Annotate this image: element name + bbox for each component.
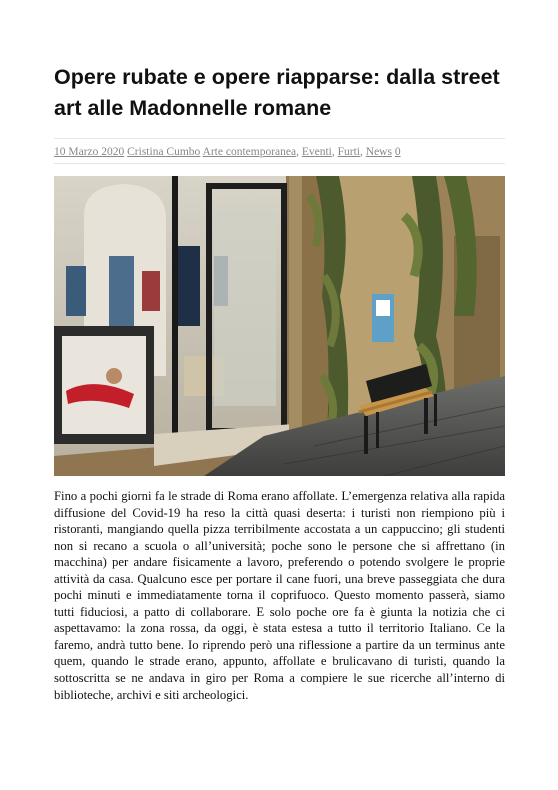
- gallery-storefront-illustration: [54, 176, 505, 476]
- featured-image: [54, 176, 505, 476]
- category-link[interactable]: Furti: [337, 146, 361, 158]
- article-meta: 10 Marzo 2020 Cristina Cumbo Arte contemporanea, Eventi, Furti, News 0: [54, 146, 401, 158]
- post-date-link[interactable]: 10 Marzo 2020: [54, 146, 125, 158]
- divider: [54, 138, 505, 139]
- article-body: Fino a pochi giorni fa le strade di Roma erano affollate. L’emergenza relativa alla rapida diffusione del Covid-19 ha reso la città quasi deserta: i turisti non riempiono più i ristoranti, mangiando quella pizza terribilmente accostata a un cappuccino; gli studenti non si recano a scuola o all’università; poche sono le persone che si affrettano (in macchina) per andare fisicamente a lavoro, preferendo o potendo svolgere le proprie attività da casa. Qualcuno esce per portare il cane fuori, una breve passeggiata che dura pochi minuti e immediatamente torna il coprifuoco. Questo momento passerà, siamo tutti fiduciosi, a patto di collaborare. E solo poche ore fa è giunta la notizia che ci aspettavamo: la zona rossa, da oggi, è stata estesa a tutto il territorio Italiano. Ce la faremo, andrà tutto bene. Io riprendo però una riflessione a partire da un terminus ante quem, quando le strade erano, appunto, affollate e brulicavano di turisti, quando la sottoscritta se ne andava in giro per Roma a compiere le sue ricerche all’interno di biblioteche, archivi e siti archeologici.: [54, 489, 505, 702]
- comments-count-link[interactable]: 0: [394, 146, 401, 158]
- category-link[interactable]: Arte contemporanea: [202, 146, 297, 158]
- divider: [54, 163, 505, 164]
- category-link[interactable]: Eventi: [301, 146, 332, 158]
- category-link[interactable]: News: [365, 146, 392, 158]
- author-link[interactable]: Cristina Cumbo: [127, 146, 201, 158]
- article-title: Opere rubate e opere riapparse: dalla street art alle Madonnelle romane: [54, 65, 500, 120]
